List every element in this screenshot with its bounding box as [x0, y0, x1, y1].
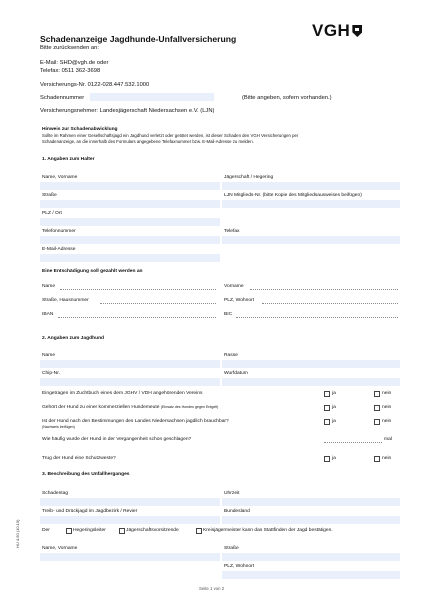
- state-label: Bundesland: [224, 509, 250, 514]
- section-2-title: 2. Angaben zum Jagdhund: [42, 336, 105, 341]
- payment-title: Eine Entschädigung soll gezahlt werden an: [42, 269, 143, 274]
- holder-district-label: Jägerschaft / Hegering: [224, 175, 274, 180]
- holder-name-label: Name, Vorname: [42, 175, 78, 180]
- payee-street-label: Straße, Hausnummer: [42, 298, 89, 303]
- iban-label: IBAN: [42, 312, 54, 317]
- accident-time-input[interactable]: [222, 498, 400, 506]
- holder-phone-label: Telefonnummer: [42, 229, 76, 234]
- holder-email-input[interactable]: [40, 254, 220, 262]
- hegering-leader-label: Hegeringsleiter: [73, 528, 106, 533]
- policy-number: Versicherungs-Nr. 0122-028.447.532.1000: [40, 82, 150, 88]
- district-master-label: Kreisjägermeister kann das Stattfinden der Jagd bestätigen.: [203, 528, 333, 533]
- payee-first-name-input[interactable]: [250, 289, 398, 290]
- studbook-yes-checkbox[interactable]: [324, 391, 330, 397]
- hunt-district-input[interactable]: [40, 516, 220, 524]
- studbook-yes-label: ja: [332, 391, 336, 396]
- claim-number-label: Schadennummer: [40, 95, 85, 101]
- accident-time-label: Uhrzeit: [224, 491, 240, 496]
- holder-fax-label: Telefax: [224, 229, 240, 234]
- confirmer-street-input[interactable]: [222, 553, 400, 561]
- state-input[interactable]: [222, 516, 400, 524]
- hegering-leader-checkbox[interactable]: [66, 528, 72, 534]
- bic-label: BIC: [224, 312, 233, 317]
- confirmer-zip-label: PLZ, Wohnort: [224, 564, 255, 569]
- send-back-text: Bitte zurücksenden an:: [40, 45, 99, 51]
- accident-date-label: Schadentag: [42, 491, 69, 496]
- hit-count-unit: mal: [384, 437, 392, 442]
- iban-input[interactable]: [58, 317, 216, 318]
- district-master-checkbox[interactable]: [196, 528, 202, 534]
- holder-phone-input[interactable]: [40, 236, 220, 244]
- vest-no-label: nein: [382, 456, 392, 461]
- studbook-no-label: nein: [382, 391, 392, 396]
- confirmer-prefix: Der: [42, 528, 50, 533]
- payee-name-label: Name: [42, 284, 56, 289]
- holder-name-input[interactable]: [40, 182, 220, 190]
- ljn-member-input[interactable]: [222, 200, 400, 208]
- payee-street-input[interactable]: [100, 303, 216, 304]
- holder-district-input[interactable]: [222, 182, 400, 190]
- holder-email-label: E-Mail-Adresse: [42, 247, 76, 252]
- fax-line: Telefax: 0511 362-3698: [40, 68, 101, 74]
- payee-first-name-label: Vorname: [224, 284, 244, 289]
- question-commercial-pack: Gehört der Hund zu einer kommerziellen Hundemeute (Einsatz des Hundes gegen Entgelt): [42, 405, 219, 410]
- bic-input[interactable]: [236, 317, 398, 318]
- studbook-no-checkbox[interactable]: [374, 391, 380, 397]
- dog-breed-input[interactable]: [222, 360, 400, 368]
- confirmer-zip-input[interactable]: [222, 571, 400, 579]
- dog-name-label: Name: [42, 353, 56, 358]
- hunting-usable-note: (Nachweis beifügen): [42, 425, 75, 429]
- dog-birth-label: Wurfdatum: [224, 371, 248, 376]
- confirmer-name-input[interactable]: [40, 553, 220, 561]
- page-number: Seite 1 von 2: [199, 586, 225, 591]
- confirmer-name-label: Name, Vorname: [42, 546, 78, 551]
- usable-no-checkbox[interactable]: [374, 419, 380, 425]
- vest-no-checkbox[interactable]: [374, 456, 380, 462]
- confirmer-street-label: Straße: [224, 546, 239, 551]
- vgh-shield-icon: [352, 25, 362, 37]
- dog-chip-label: Chip-Nr.: [42, 371, 60, 376]
- notice-title: Hinweis zur Schadenabwicklung: [42, 127, 118, 132]
- section-3-title: 3. Beschreibung des Unfallherganges: [42, 472, 130, 477]
- form-title: Schadenanzeige Jagdhunde-Unfallversicherung: [40, 34, 237, 44]
- dog-birth-input[interactable]: [222, 378, 400, 386]
- dog-name-input[interactable]: [40, 360, 220, 368]
- question-studbook: Eingetragen im Zuchtbuch eines dem JGHV / VDH angehörenden Vereins: [42, 391, 203, 396]
- vest-yes-label: ja: [332, 456, 336, 461]
- claim-number-input[interactable]: [90, 93, 214, 101]
- form-code: HU 4.50 (10.19): [15, 519, 20, 548]
- payee-name-input[interactable]: [60, 289, 216, 290]
- dog-breed-label: Rasse: [224, 353, 238, 358]
- holder-fax-input[interactable]: [222, 236, 400, 244]
- holder-zip-input[interactable]: [40, 218, 220, 226]
- commercial-yes-label: ja: [332, 405, 336, 410]
- usable-yes-label: ja: [332, 419, 336, 424]
- chairman-checkbox[interactable]: [119, 528, 125, 534]
- usable-yes-checkbox[interactable]: [324, 419, 330, 425]
- vgh-logo: VGH: [312, 21, 362, 41]
- accident-date-input[interactable]: [40, 498, 220, 506]
- dog-chip-input[interactable]: [40, 378, 220, 386]
- section-1-title: 1. Angaben zum Halter: [42, 157, 95, 162]
- notice-line-2: Schadenanzeige, an die innerhalb des Formulars angegebene Telefaxnummer bzw. E-Mail-Adresse zu melden.: [42, 139, 254, 144]
- commercial-no-label: nein: [382, 405, 392, 410]
- chairman-label: Jägerschaftsvorsitzende: [126, 528, 179, 533]
- email-line: E-Mail: SHD@vgh.de oder: [40, 60, 109, 66]
- holder-street-input[interactable]: [40, 200, 220, 208]
- commercial-no-checkbox[interactable]: [374, 405, 380, 411]
- hunt-district-label: Treib- und Drückjagd im Jagdbezirk / Revier: [42, 509, 138, 514]
- policyholder-text: Versicherungsnehmer: Landesjägerschaft Niedersachsen e.V. (LJN): [40, 108, 215, 114]
- payee-zip-label: PLZ, Wohnort: [224, 298, 255, 303]
- hit-count-input[interactable]: [324, 442, 382, 443]
- payee-zip-input[interactable]: [262, 303, 398, 304]
- notice-line-1: Sollte im Rahmen einer Gesellschaftsjagd ein Jagdhund verletzt oder getötet werden, ist dieser Schaden den VGH Versicherungen per: [42, 133, 299, 138]
- vest-yes-checkbox[interactable]: [324, 456, 330, 462]
- question-hunting-usable: Ist der Hund nach den Bestimmungen des Landes Niedersachsen jagdlich brauchbar?: [42, 419, 229, 424]
- ljn-member-label: LJN Mitglieds-Nr. (bitte Kopie des Mitgliedsausweises beifügen): [224, 193, 362, 198]
- question-vest: Trug der Hund eine Schutzweste?: [42, 456, 116, 461]
- usable-no-label: nein: [382, 419, 392, 424]
- claim-number-hint: (Bitte angeben, sofern vorhanden.): [242, 95, 332, 101]
- commercial-yes-checkbox[interactable]: [324, 405, 330, 411]
- holder-street-label: Straße: [42, 193, 57, 198]
- holder-zip-label: PLZ / Ort: [42, 211, 62, 216]
- question-hit-count: Wie häufig wurde der Hund in der Vergangenheit schon geschlagen?: [42, 437, 192, 442]
